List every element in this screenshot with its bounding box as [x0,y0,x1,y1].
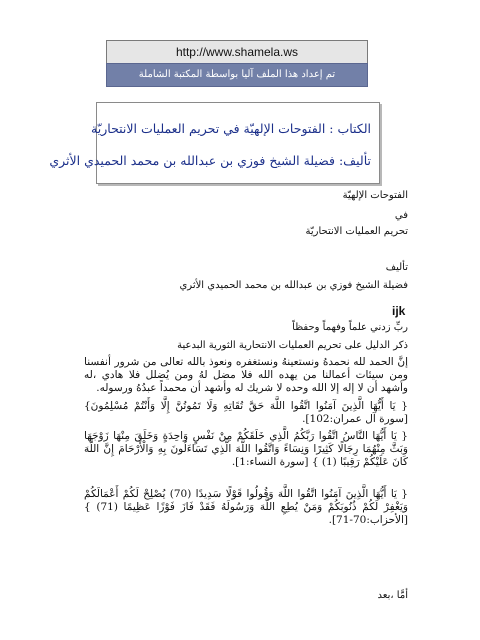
title-box [49,102,380,184]
title-line-3: تحريم العمليات الانتحاريّة [305,226,408,237]
title-line-2: في [394,210,408,221]
book-author-line: تأليف: فضيلة الشيخ فوزي بن عبدالله بن محمد الحميدي الأثري [49,153,371,168]
verse-an-nisa: { يَا أَيُّهَا النَّاسُ اتَّقُوا رَبَّكُمُ الَّذِي خَلَقَكُمْ مِنْ نَفْسٍ وَاحِدَةٍ وَخَلَقَ مِنْهَا زَوْجَهَا وَبَثَّ مِنْهُمَا رِجَالًا كَثِيرًا وَنِسَاءً وَاتَّقُوا اللَّهَ الَّذِي تَسَاءَلُونَ بِهِ وَالْأَرْحَامَ إِنَّ اللَّهَ كَانَ عَلَيْكُمْ رَقِيبًا (1) } [سورة النساء:1]. [84,430,408,468]
author-label: تأليف [385,262,408,273]
book-title-line: الكتاب : الفتوحات الإلهيّة في تحريم العمليات الانتحاريّة [91,121,371,136]
banner-url[interactable]: http://www.shamela.ws [106,40,368,63]
author-name: فضيلة الشيخ فوزي بن عبدالله بن محمد الحميدي الأثري [179,280,408,291]
subtitle-line: ذكر الدليل على تحريم العمليات الانتحارية الثورية البدعية [177,340,408,351]
basmala-glyphs: ijk [392,304,406,318]
dua-line: ربِّ زدني علماً وفهماً وحفظاً [292,322,408,333]
title-line-1: الفتوحات الإلهيّة [342,190,408,201]
opening-paragraph: إنَّ الحمد لله نحمدهُ ونستعينهُ ونستغفره ونعوذ بالله تعالى من شرور أنفسنا ومن سيئات أعمالنا من يهده الله فلا مضل لهُ ومن يُضلل فلا هادي ،له وأشهد أن لا إله إلا الله وحده لا شريك له وأشهد أن محمداً عبدُهُ ورسوله. [84,356,408,394]
verse-al-ahzab: { يَا أَيُّهَا الَّذِينَ آمَنُوا اتَّقُوا اللَّهَ وَقُولُوا قَوْلًا سَدِيدًا (70) يُصْلِحْ لَكُمْ أَعْمَالَكُمْ وَيَغْفِرْ لَكُمْ ذُنُوبَكُمْ وَمَنْ يُطِعِ اللَّهَ وَرَسُولَهُ فَقَدْ فَازَ فَوْزًا عَظِيمًا (71) } [الأحزاب:70-71]. [84,488,409,526]
verse-al-imran: { يَا أَيُّهَا الَّذِينَ آمَنُوا اتَّقُوا اللَّهَ حَقَّ تُقَاتِهِ وَلَا تَمُوتُنَّ إِلَّا وَأَنْتُمْ مُسْلِمُونَ} [سورة آل عمران:102]. [84,400,408,425]
banner-note: تم إعداد هذا الملف آليا بواسطة المكتبة الشاملة [106,63,368,87]
amma-bad: أمَّا ،بعد [377,590,408,601]
shamela-banner [106,40,368,87]
